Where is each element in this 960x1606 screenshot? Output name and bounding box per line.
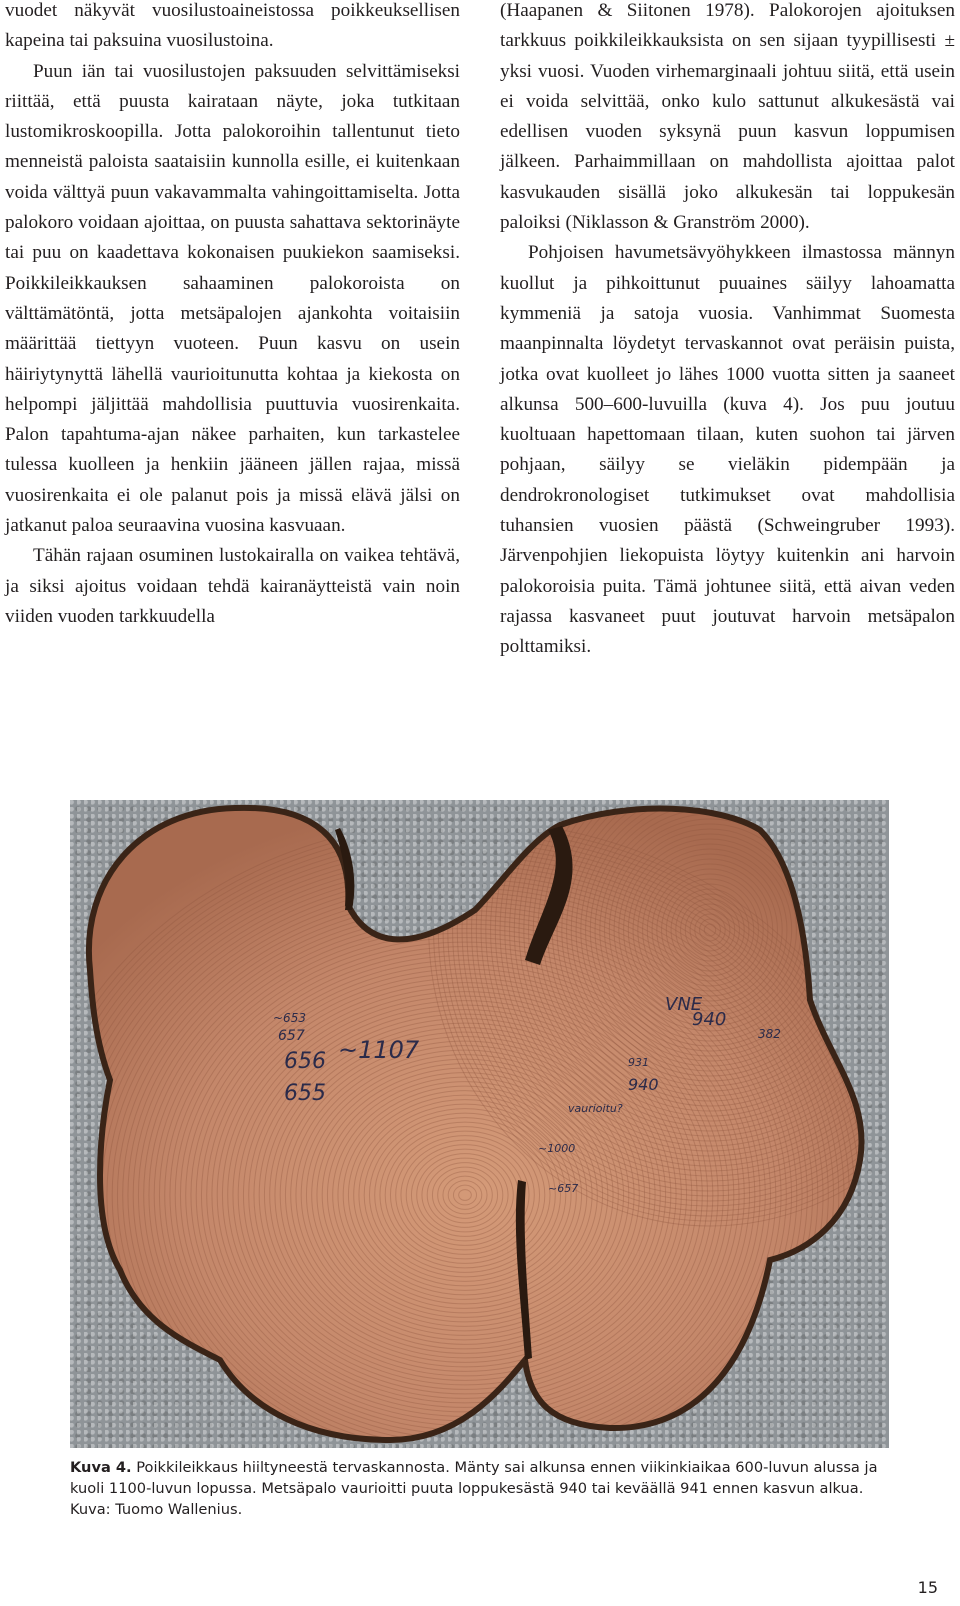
caption-label: Kuva 4. [70, 1459, 132, 1476]
annotation: 931 [628, 1056, 649, 1069]
paragraph: vuodet näkyvät vuosilustoaineistossa poikkeuksellisen kapeina tai paksuina vuosilustoina. [5, 0, 460, 52]
annotation: 655 [284, 1081, 326, 1106]
paragraph: (Haapanen & Siitonen 1978). Palokorojen ajoituksen tarkkuus poikkileikkauksista on sen sijaan tyypillisesti ± yksi vuosi. Vuoden virhemarginaali johtuu siitä, että usein ei voida selvittää, onko kulo sattunut alkukesästä vai edellisen vuoden syksynä puun kasvun loppumisen jälkeen. Parhaimmillaan on mahdollista ajoittaa palot kasvukauden sisällä joko alkukesän tai loppukesän paloiksi (Niklasson & Granström 2000). [500, 0, 955, 234]
annotation: ~657 [548, 1182, 579, 1195]
paragraph: Tähän rajaan osuminen lustokairalla on vaikea tehtävä, ja siksi ajoitus voidaan tehdä kairanäytteistä vain noin viiden vuoden tarkkuudella [5, 545, 460, 627]
paragraph: Puun iän tai vuosilustojen paksuuden selvittämiseksi riittää, että puusta kairataan näyte, joka tutkitaan lustomikroskoopilla. Jotta palokoroihin tallentunut tieto menneistä paloista saataisiin kunnolla esille, ei kuitenkaan voida välttyä puun vakavammalta vahingoittamiselta. Jotta palokoro voidaan ajoittaa, on puusta sahattava sektorinäyte tai puu on kaadettava kokonaisen puukiekon saamiseksi. Poikkileikkauksen sahaaminen palokoroista on välttämätöntä, jotta metsäpalojen ajankohta voitaisiin määrittää tiettyyn vuoteen. Puun kasvu on usein häiriytynyttä lähellä vaurioitunutta kohtaa ja kiekosta on helpompi jäljittää mahdollisia puuttuvia vuosirenkaita. Palon tapahtuma-ajan näkee parhaiten, kun tarkastelee tulessa kuolleen ja henkiin jääneen jällen rajaa, missä vuosirenkaita ei ole palanut pois ja missä elävä jälsi on jatkanut paloa seuraavina vuosina kasvuaan. [5, 60, 460, 537]
caption-text: Poikkileikkaus hiiltyneestä tervaskannosta. Mänty sai alkunsa ennen viikinkiaikaa 600-luvun alussa ja kuoli 1100-luvun lopussa. Metsäpalo vaurioitti puuta loppukesästä 940 tai keväällä 941 ennen kasvun alkua. Kuva: Tuomo Wallenius. [70, 1459, 878, 1518]
left-text-column [5, 0, 460, 632]
annotation: vaurioitu? [568, 1102, 623, 1115]
tree-cross-section-photo [70, 800, 889, 1448]
tree-disc-illustration [70, 800, 889, 1448]
annotation: ~653 [273, 1011, 306, 1025]
annotation: 940 [628, 1075, 659, 1094]
annotation: 940 [692, 1009, 727, 1030]
annotation: 657 [278, 1028, 305, 1044]
annotation: 656 [284, 1049, 326, 1074]
right-text-column [500, 0, 955, 663]
annotation: ~1000 [538, 1142, 576, 1155]
annotation: VNE [665, 994, 703, 1015]
annotation: 382 [758, 1027, 781, 1041]
page-number: 15 [917, 1578, 938, 1597]
figure-caption [70, 1457, 900, 1520]
annotation: ~1107 [338, 1036, 420, 1064]
paragraph: Pohjoisen havumetsävyöhykkeen ilmastossa männyn kuollut ja pihkoittunut puuaines säilyy lahoamatta kymmeniä ja satoja vuosia. Vanhimmat Suomesta maanpinnalta löydetyt tervaskannot ovat peräisin puista, jotka ovat kuolleet jo lähes 1000 vuotta sitten ja saaneet alkunsa 500–600-luvuilla (kuva 4). Jos puu joutuu kuoltuaan hapettomaan tilaan, kuten suohon tai järven pohjaan, säilyy se vieläkin pidempään ja dendrokronologiset tutkimukset ovat mahdollisia tuhansien vuosien päästä (Schweingruber 1993). Järvenpohjien liekopuista löytyy kuitenkin ani harvoin palokoroisia puita. Tämä johtunee siitä, että aivan veden rajassa kasvaneet puut joutuvat harvoin metsäpalon polttamiksi. [500, 242, 955, 658]
